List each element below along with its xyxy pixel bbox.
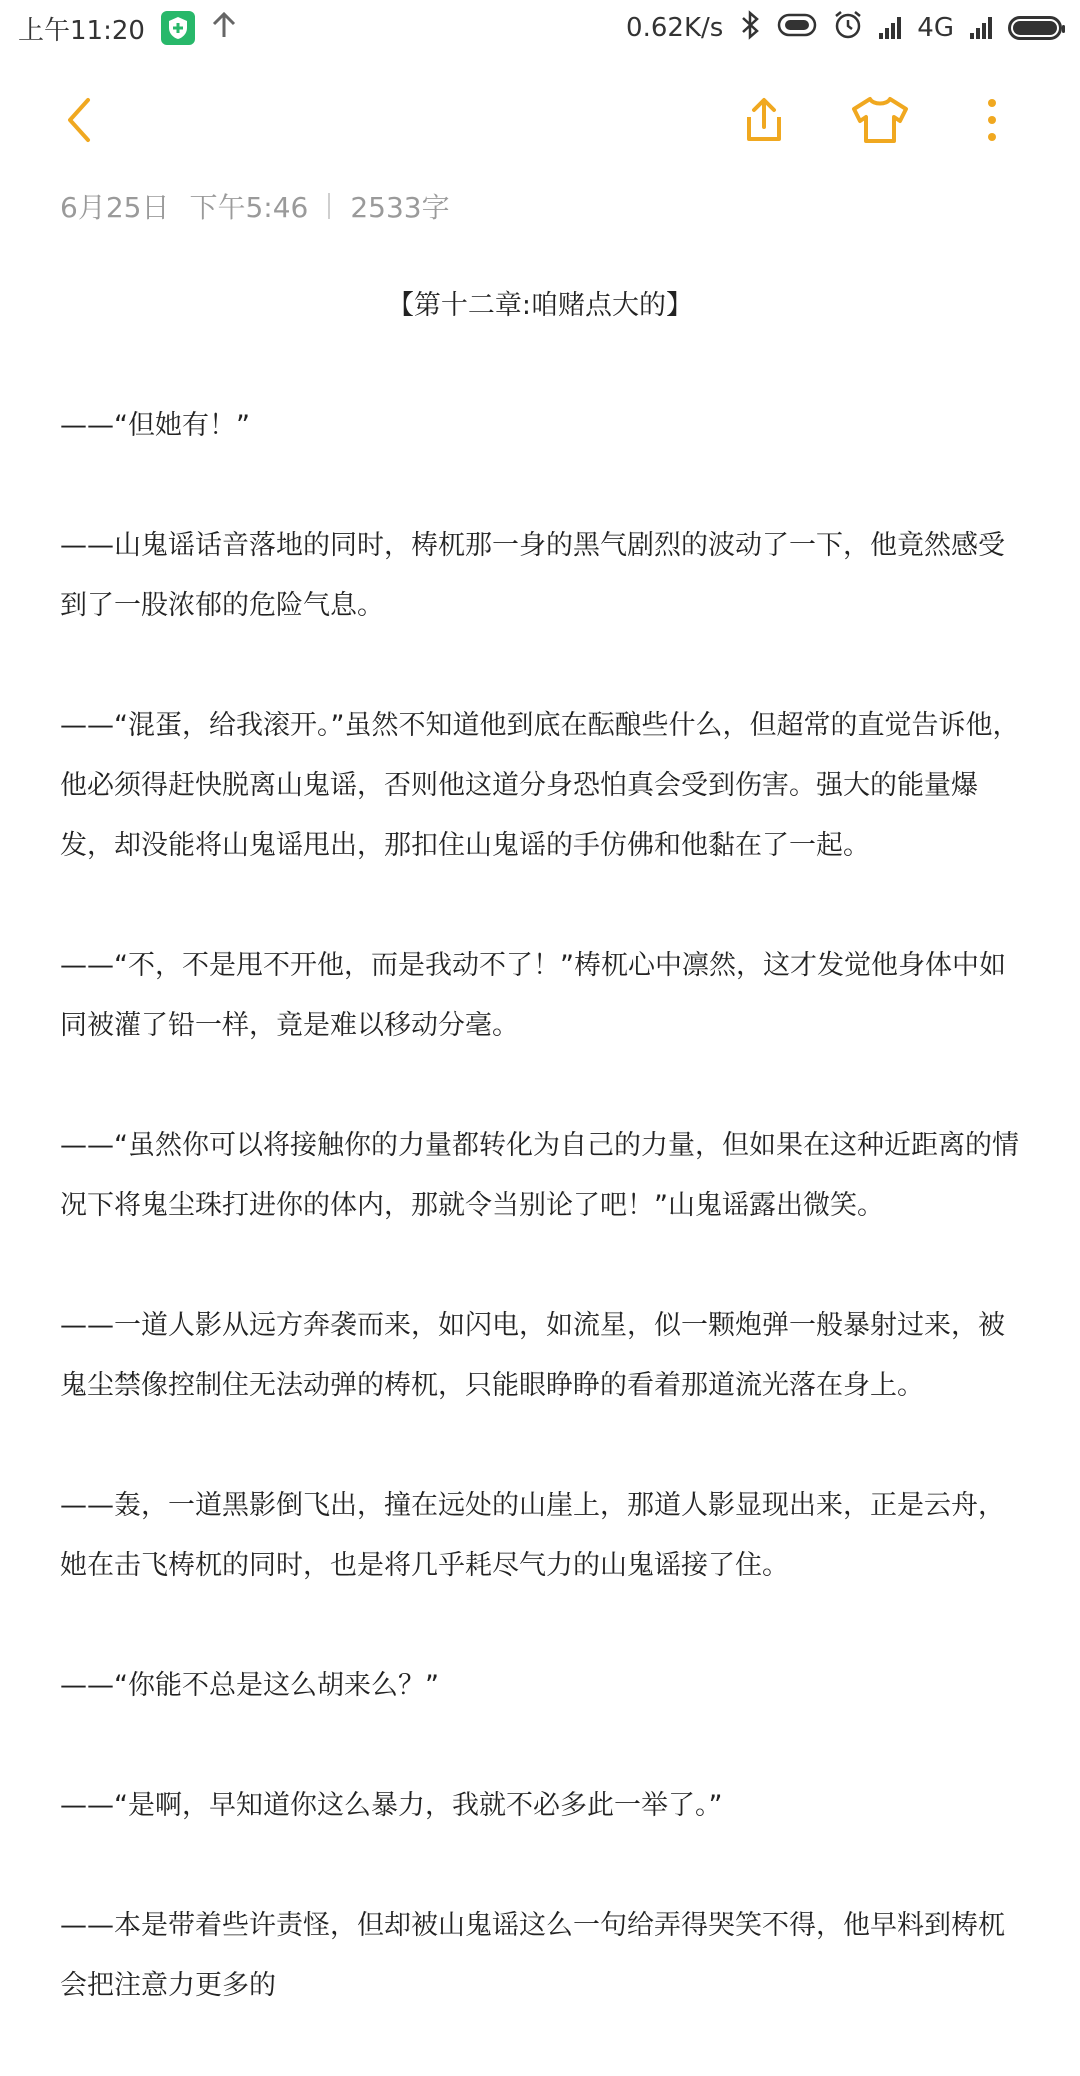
paragraph: ——“你能不总是这么胡来么？” xyxy=(60,1670,439,1701)
more-button[interactable] xyxy=(952,80,1032,160)
status-right xyxy=(626,10,1062,47)
share-button[interactable] xyxy=(724,80,804,160)
note-date: 6月25日 xyxy=(60,191,170,224)
note-time: 下午5:46 xyxy=(189,191,309,224)
chapter-title: 【第十二章:咱赌点大的】 xyxy=(386,290,694,321)
paragraph: ——“是啊，早知道你这么暴力，我就不必多此一举了。” xyxy=(60,1790,723,1821)
paragraph: ——“但她有！” xyxy=(60,410,250,441)
paragraph: ——轰，一道黑影倒飞出，撞在远处的山崖上，那道人影显现出来，正是云舟，她在击飞梼杌的同时，也是将几乎耗尽气力的山鬼谣接了住。 xyxy=(60,1490,1005,1581)
status-bar xyxy=(0,0,1080,56)
upload-arrow-icon xyxy=(211,11,237,46)
vibrate-icon xyxy=(777,12,817,45)
theme-button[interactable] xyxy=(840,80,920,160)
note-meta xyxy=(60,186,450,226)
meta-divider xyxy=(328,193,330,219)
bluetooth-icon xyxy=(739,10,761,47)
back-chevron-icon xyxy=(60,96,100,144)
toolbar xyxy=(0,80,1080,160)
paragraph: ——“混蛋，给我滚开。”虽然不知道他到底在酝酿些什么，但超常的直觉告诉他，他必须得赶快脱离山鬼谣，否则他这道分身恐怕真会受到伤害。强大的能量爆发，却没能将山鬼谣甩出，那扣住山鬼谣的手仿佛和他黏在了一起。 xyxy=(60,710,1020,861)
alarm-icon xyxy=(833,10,863,47)
paragraph: ——一道人影从远方奔袭而来，如闪电，如流星，似一颗炮弹一般暴射过来，被鬼尘禁像控制住无法动弹的梼杌，只能眼睁睁的看着那道流光落在身上。 xyxy=(60,1310,1005,1401)
status-time: 上午11:20 xyxy=(18,15,145,46)
paragraph: ——“不，不是甩不开他，而是我动不了！”梼杌心中凛然，这才发觉他身体中如同被灌了铅一样，竟是难以移动分毫。 xyxy=(60,950,1006,1041)
back-button[interactable] xyxy=(40,80,120,160)
signal-icon xyxy=(879,17,901,39)
status-left xyxy=(18,10,237,47)
note-content[interactable] xyxy=(60,276,1020,2076)
paragraph: ——本是带着些许责怪，但却被山鬼谣这么一句给弄得哭笑不得，他早料到梼杌会把注意力更多的 xyxy=(60,1910,1005,2001)
shield-icon xyxy=(161,11,195,45)
word-count: 2533字 xyxy=(350,191,450,224)
theme-shirt-icon xyxy=(850,95,910,145)
network-type: 4G xyxy=(917,13,954,43)
paragraph: ——山鬼谣话音落地的同时，梼杌那一身的黑气剧烈的波动了一下，他竟然感受到了一股浓郁的危险气息。 xyxy=(60,530,1005,621)
paragraph: ——“虽然你可以将接触你的力量都转化为自己的力量，但如果在这种近距离的情况下将鬼尘珠打进你的体内，那就令当别论了吧！”山鬼谣露出微笑。 xyxy=(60,1130,1019,1221)
battery-icon xyxy=(1008,16,1062,40)
share-icon xyxy=(739,95,789,145)
more-vertical-icon xyxy=(982,95,1002,145)
signal-icon-2 xyxy=(970,17,992,39)
network-speed: 0.62K/s xyxy=(626,13,724,43)
